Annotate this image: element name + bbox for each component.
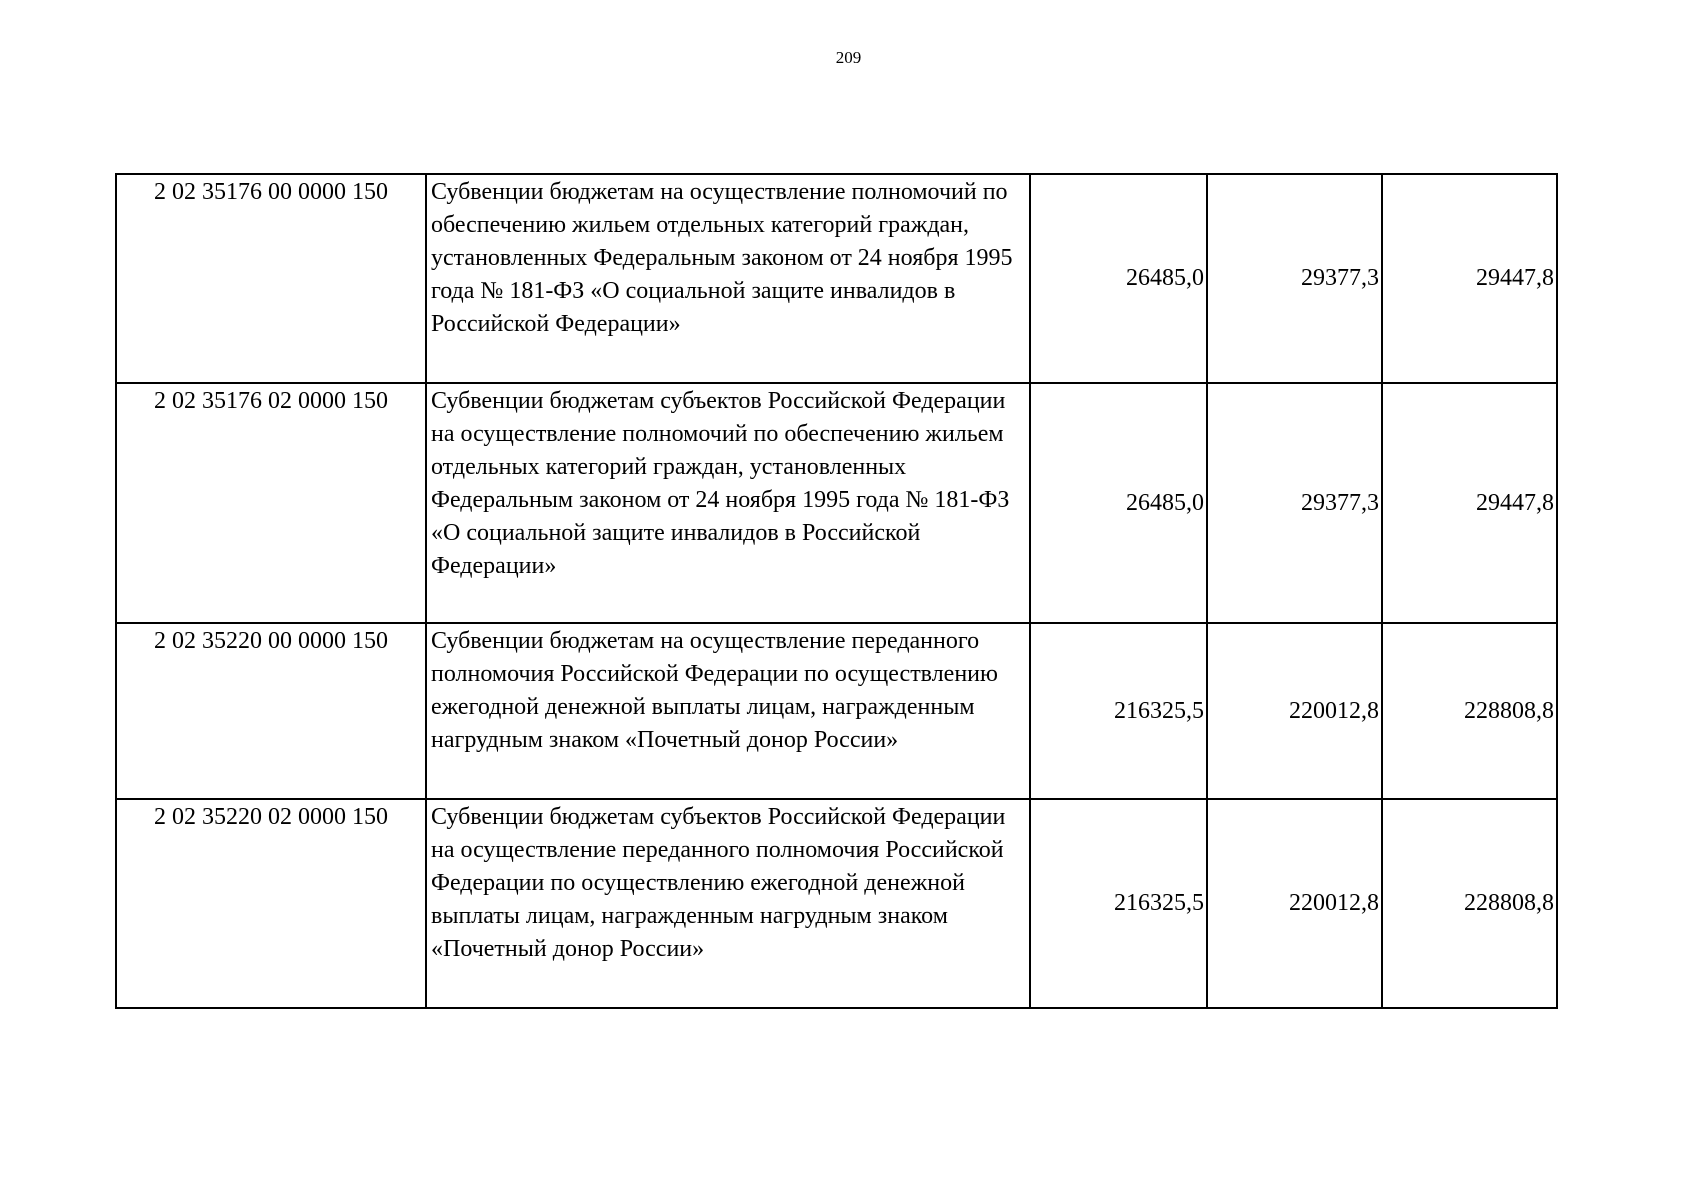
value-cell-year-1: 26485,0 xyxy=(1030,174,1207,383)
table-row xyxy=(116,623,1557,799)
value-cell-year-3: 29447,8 xyxy=(1382,383,1557,623)
budget-code-cell: 2 02 35220 00 0000 150 xyxy=(116,623,426,799)
value-cell-year-3: 228808,8 xyxy=(1382,623,1557,799)
value-cell-year-1: 216325,5 xyxy=(1030,799,1207,1008)
description-cell: Субвенции бюджетам субъектов Российской Федерации на осуществление переданного полномочия Российской Федерации по осуществлению ежегодной денежной выплаты лицам, награжденным нагрудным знаком «Почетный донор России» xyxy=(426,799,1030,1008)
value-cell-year-2: 29377,3 xyxy=(1207,383,1382,623)
page-number: 209 xyxy=(835,48,862,67)
table-row xyxy=(116,174,1557,383)
value-cell-year-1: 26485,0 xyxy=(1030,383,1207,623)
budget-table xyxy=(115,173,1558,1009)
description-cell: Субвенции бюджетам субъектов Российской Федерации на осуществление полномочий по обеспечению жильем отдельных категорий граждан, установленных Федеральным законом от 24 ноября 1995 года № 181-ФЗ «О социальной защите инвалидов в Российской Федерации» xyxy=(426,383,1030,623)
value-cell-year-3: 29447,8 xyxy=(1382,174,1557,383)
budget-code-cell: 2 02 35176 02 0000 150 xyxy=(116,383,426,623)
table-row xyxy=(116,383,1557,623)
value-cell-year-1: 216325,5 xyxy=(1030,623,1207,799)
budget-code-cell: 2 02 35220 02 0000 150 xyxy=(116,799,426,1008)
description-cell: Субвенции бюджетам на осуществление полномочий по обеспечению жильем отдельных категорий граждан, установленных Федеральным законом от 24 ноября 1995 года № 181-ФЗ «О социальной защите инвалидов в Российской Федерации» xyxy=(426,174,1030,383)
budget-code-cell: 2 02 35176 00 0000 150 xyxy=(116,174,426,383)
value-cell-year-2: 220012,8 xyxy=(1207,799,1382,1008)
table-row xyxy=(116,799,1557,1008)
value-cell-year-2: 220012,8 xyxy=(1207,623,1382,799)
value-cell-year-3: 228808,8 xyxy=(1382,799,1557,1008)
description-cell: Субвенции бюджетам на осуществление переданного полномочия Российской Федерации по осуществлению ежегодной денежной выплаты лицам, награжденным нагрудным знаком «Почетный донор России» xyxy=(426,623,1030,799)
value-cell-year-2: 29377,3 xyxy=(1207,174,1382,383)
